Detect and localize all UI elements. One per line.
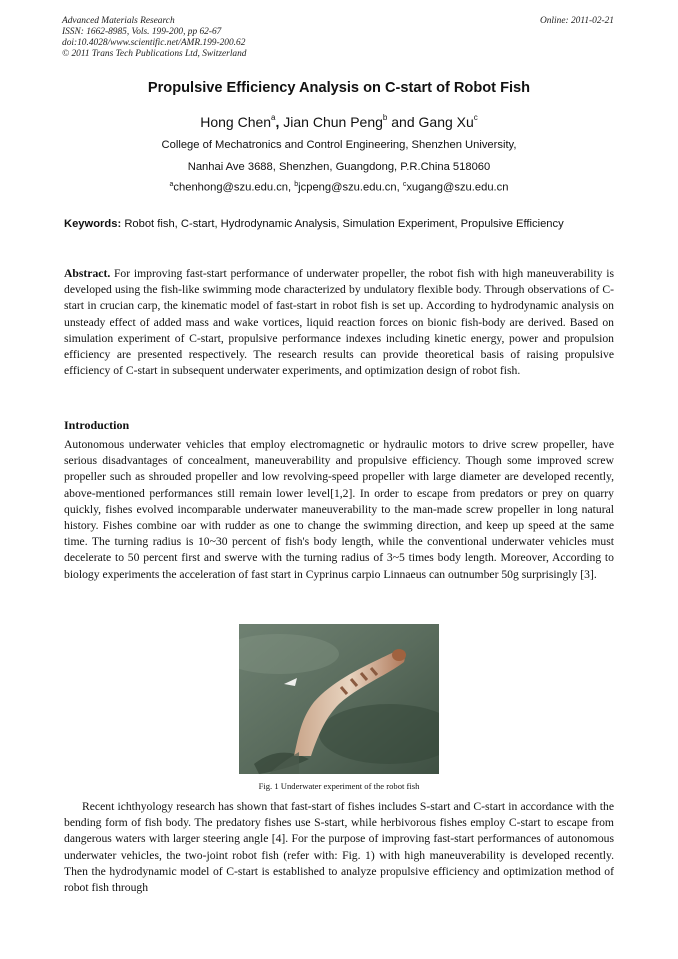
introduction-heading: Introduction [64,418,130,432]
doi-line: doi:10.4028/www.scientific.net/AMR.199-200.62 [62,38,246,48]
author-separator: and [387,114,419,130]
figure-caption: Fig. 1 Underwater experiment of the robot fish [258,781,420,791]
author-list [0,114,678,130]
author-mark: b [382,113,388,123]
keywords-label: Keywords: [64,218,122,230]
author-mark: a [271,113,276,123]
author-name: Jian Chun Peng [283,114,383,130]
email-mark: c [402,181,407,188]
journal-name: Advanced Materials Research [62,16,175,26]
email-line: $^a$chenhong@szu.edu.cn, $^b$jcpeng@szu.edu.cn, $^c$xugang@szu.edu.cn [169,181,509,194]
email-address: chenhong@szu.edu.cn [173,181,289,194]
email-mark: a [169,181,174,188]
keywords-block [64,218,614,232]
author-mark: c [473,113,478,123]
email-address: jcpeng@szu.edu.cn [298,181,397,194]
underwater-scene-image [239,624,439,774]
affiliation-line-2: Nanhai Ave 3688, Shenzhen, Guangdong, P.R.China 518060 [187,161,491,173]
email-mark: b [294,181,299,188]
robot-fish-photo [239,624,439,774]
author-name: Gang Xu [418,114,474,130]
affiliation-line-1: College of Mechatronics and Control Engineering, Shenzhen University, [161,139,517,151]
online-date: Online: 2011-02-21 [539,16,614,26]
author-separator: , [275,114,284,130]
paper-title: Propulsive Efficiency Analysis on C-start of Robot Fish [147,80,531,96]
author-name: Hong Chen [200,114,272,130]
copyright-line: © 2011 Trans Tech Publications Ltd, Switzerland [62,49,247,59]
issn-line: ISSN: 1662-8985, Vols. 199-200, pp 62-67 [62,27,222,37]
keywords-text: Robot fish, C-start, Hydrodynamic Analysis, Simulation Experiment, Propulsive Efficiency [124,218,564,230]
body-paragraph: Recent ichthyology research has shown that fast-start of fishes includes S-start and C-start in accordance with the bending form of fish body. The predatory fishes use S-start, while herbivorous fishes employ C-start to escape from dangerous waters with larger steering angle [4]. For the purpose of improving fast-start performances of autonomous underwater vehicles, the two-joint robot fish (refer with: Fig. 1) with high maneuverability is developed recently. Then the hydrodynamic model of C-start is established to analyze propulsive efficiency and optimization method of robot fish through [64,800,614,895]
abstract-label: Abstract. [64,267,111,280]
email-address: xugang@szu.edu.cn [406,181,509,194]
abstract-text: For improving fast-start performance of underwater propeller, the robot fish with high maneuverability is developed using the fish-like swimming mode characterized by undulatory flexible body. Through observations of C-start in crucian carp, the kinematic model of fast-start in robot fish is set up. According to hydrodynamic analysis on unsteady effect of added mass and wake vortices, liquid reaction forces on bionic fish-body are derived. Based on simulation experiment of C-start, propulsive performance indexes including kinetic energy, power and propulsion efficiency are presented respectively. The research results can provide theoretical basis of raising propulsive efficiency of C-start in subsequent underwater experiments, and optimization design of robot fish. [64,267,614,378]
introduction-paragraph: Autonomous underwater vehicles that employ electromagnetic or hydraulic motors to drive screw propeller, have serious disadvantages of concealment, maneuverability and propulsive efficiency. Though some improved screw propeller such as shrouded propeller and low revolving-speed propeller with large diameter are developed recently, above-mentioned performances still remain lower level[1,2]. In order to escape from predators or prey on quarry quickly, fishes evolved incomparable underwater maneuverability to the man-made screw propeller in long natural history. Fishes combine oar with rudder as one to change the swimming direction, and keep up speed at the same time. The turning radius is 10~30 percent of fish's body length, while the conventional underwater vehicles must decelerate to 50 percent first and swerve with the turning radius of 3~5 times body length. Moreover, According to biology experiments the acceleration of fast start in Cyprinus carpio Linnaeus can outnumber 50g surprisingly [3]. [64,438,614,581]
abstract-paragraph [64,266,614,379]
journal-header [62,16,247,60]
